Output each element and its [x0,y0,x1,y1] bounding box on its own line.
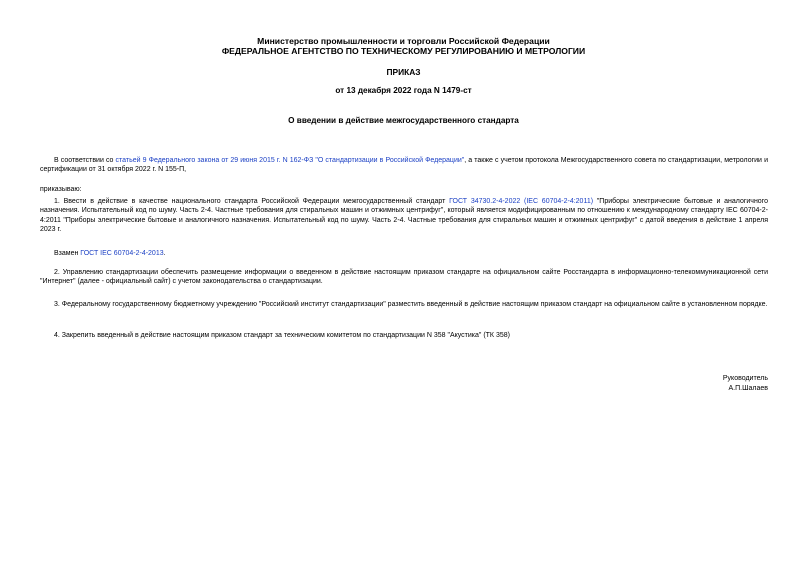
replacement-prefix: Взамен [54,250,81,257]
gost-iec-60704-link[interactable]: ГОСТ IEC 60704-2-4-2013 [80,250,164,257]
intro-suffix: , а также с учетом протокола Межгосударственного совета по стандартизации, метрологии и сертификации от 31 октября 2022 г. N 155-П, [40,157,768,174]
order-item-1 [40,197,768,235]
agency-heading: ФЕДЕРАЛЬНОЕ АГЕНТСТВО ПО ТЕХНИЧЕСКОМУ РЕГУЛИРОВАНИЮ И МЕТРОЛОГИИ [221,46,586,56]
federal-law-link[interactable]: статьей 9 Федерального закона от 29 июня 2015 г. N 162-ФЗ "О стандартизации в Российской Федерации" [115,157,465,164]
document-type-heading: ПРИКАЗ [386,67,421,77]
order-subject-title: О введении в действие межгосударственного стандарта [288,116,519,125]
order-date-number: от 13 декабря 2022 года N 1479-ст [335,86,472,95]
ministry-heading: Министерство промышленности и торговли Российской Федерации [257,36,550,46]
intro-paragraph [40,156,768,175]
replacement-paragraph [40,249,768,258]
item1-prefix: 1. Ввести в действие в качестве национального стандарта Российской Федерации межгосударственный стандарт [54,198,450,205]
order-item-3: 3. Федеральному государственному бюджетному учреждению "Российский институт стандартизации" разместить введенный в действие настоящим приказом стандарт на официальном сайте в установленном порядке. [54,301,768,308]
intro-prefix: В соответствии со [54,157,116,164]
replacement-suffix: . [163,250,166,257]
signatory-position: Руководитель [722,375,768,382]
gost-34730-link[interactable]: ГОСТ 34730.2-4-2022 (IEC 60704-2-4:2011) [449,198,594,205]
item1-suffix: "Приборы электрические бытовые и аналогичного назначения. Испытательный код по шуму. Часть 2-4. Частные требования для стиральных машин и отжимных центрифуг", который является модифицированным по отношению к международному стандарту IEC 60704-2-4:2011 "Приборы электрические бытовые и аналогичного назначения. Испытательный код по шуму. Часть 2-4. Частные требования для стиральных машин и отжимных центрифуг" с датой введения в действие 1 апреля 2023 г. [40,198,768,234]
signatory-name: А.П.Шалаев [728,385,768,392]
ordered-word: приказываю: [40,186,82,193]
order-item-2: 2. Управлению стандартизации обеспечить размещение информации о введенном в действие настоящим приказом стандарте на официальном сайте Росстандарта в информационно-телекоммуникационной сети "Интернет" (далее - официальный сайт) с учетом законодательства о стандартизации. [40,269,768,286]
order-item-4: 4. Закрепить введенный в действие настоящим приказом стандарт за техническим комитетом по стандартизации N 358 "Акустика" (ТК 358) [54,332,510,339]
